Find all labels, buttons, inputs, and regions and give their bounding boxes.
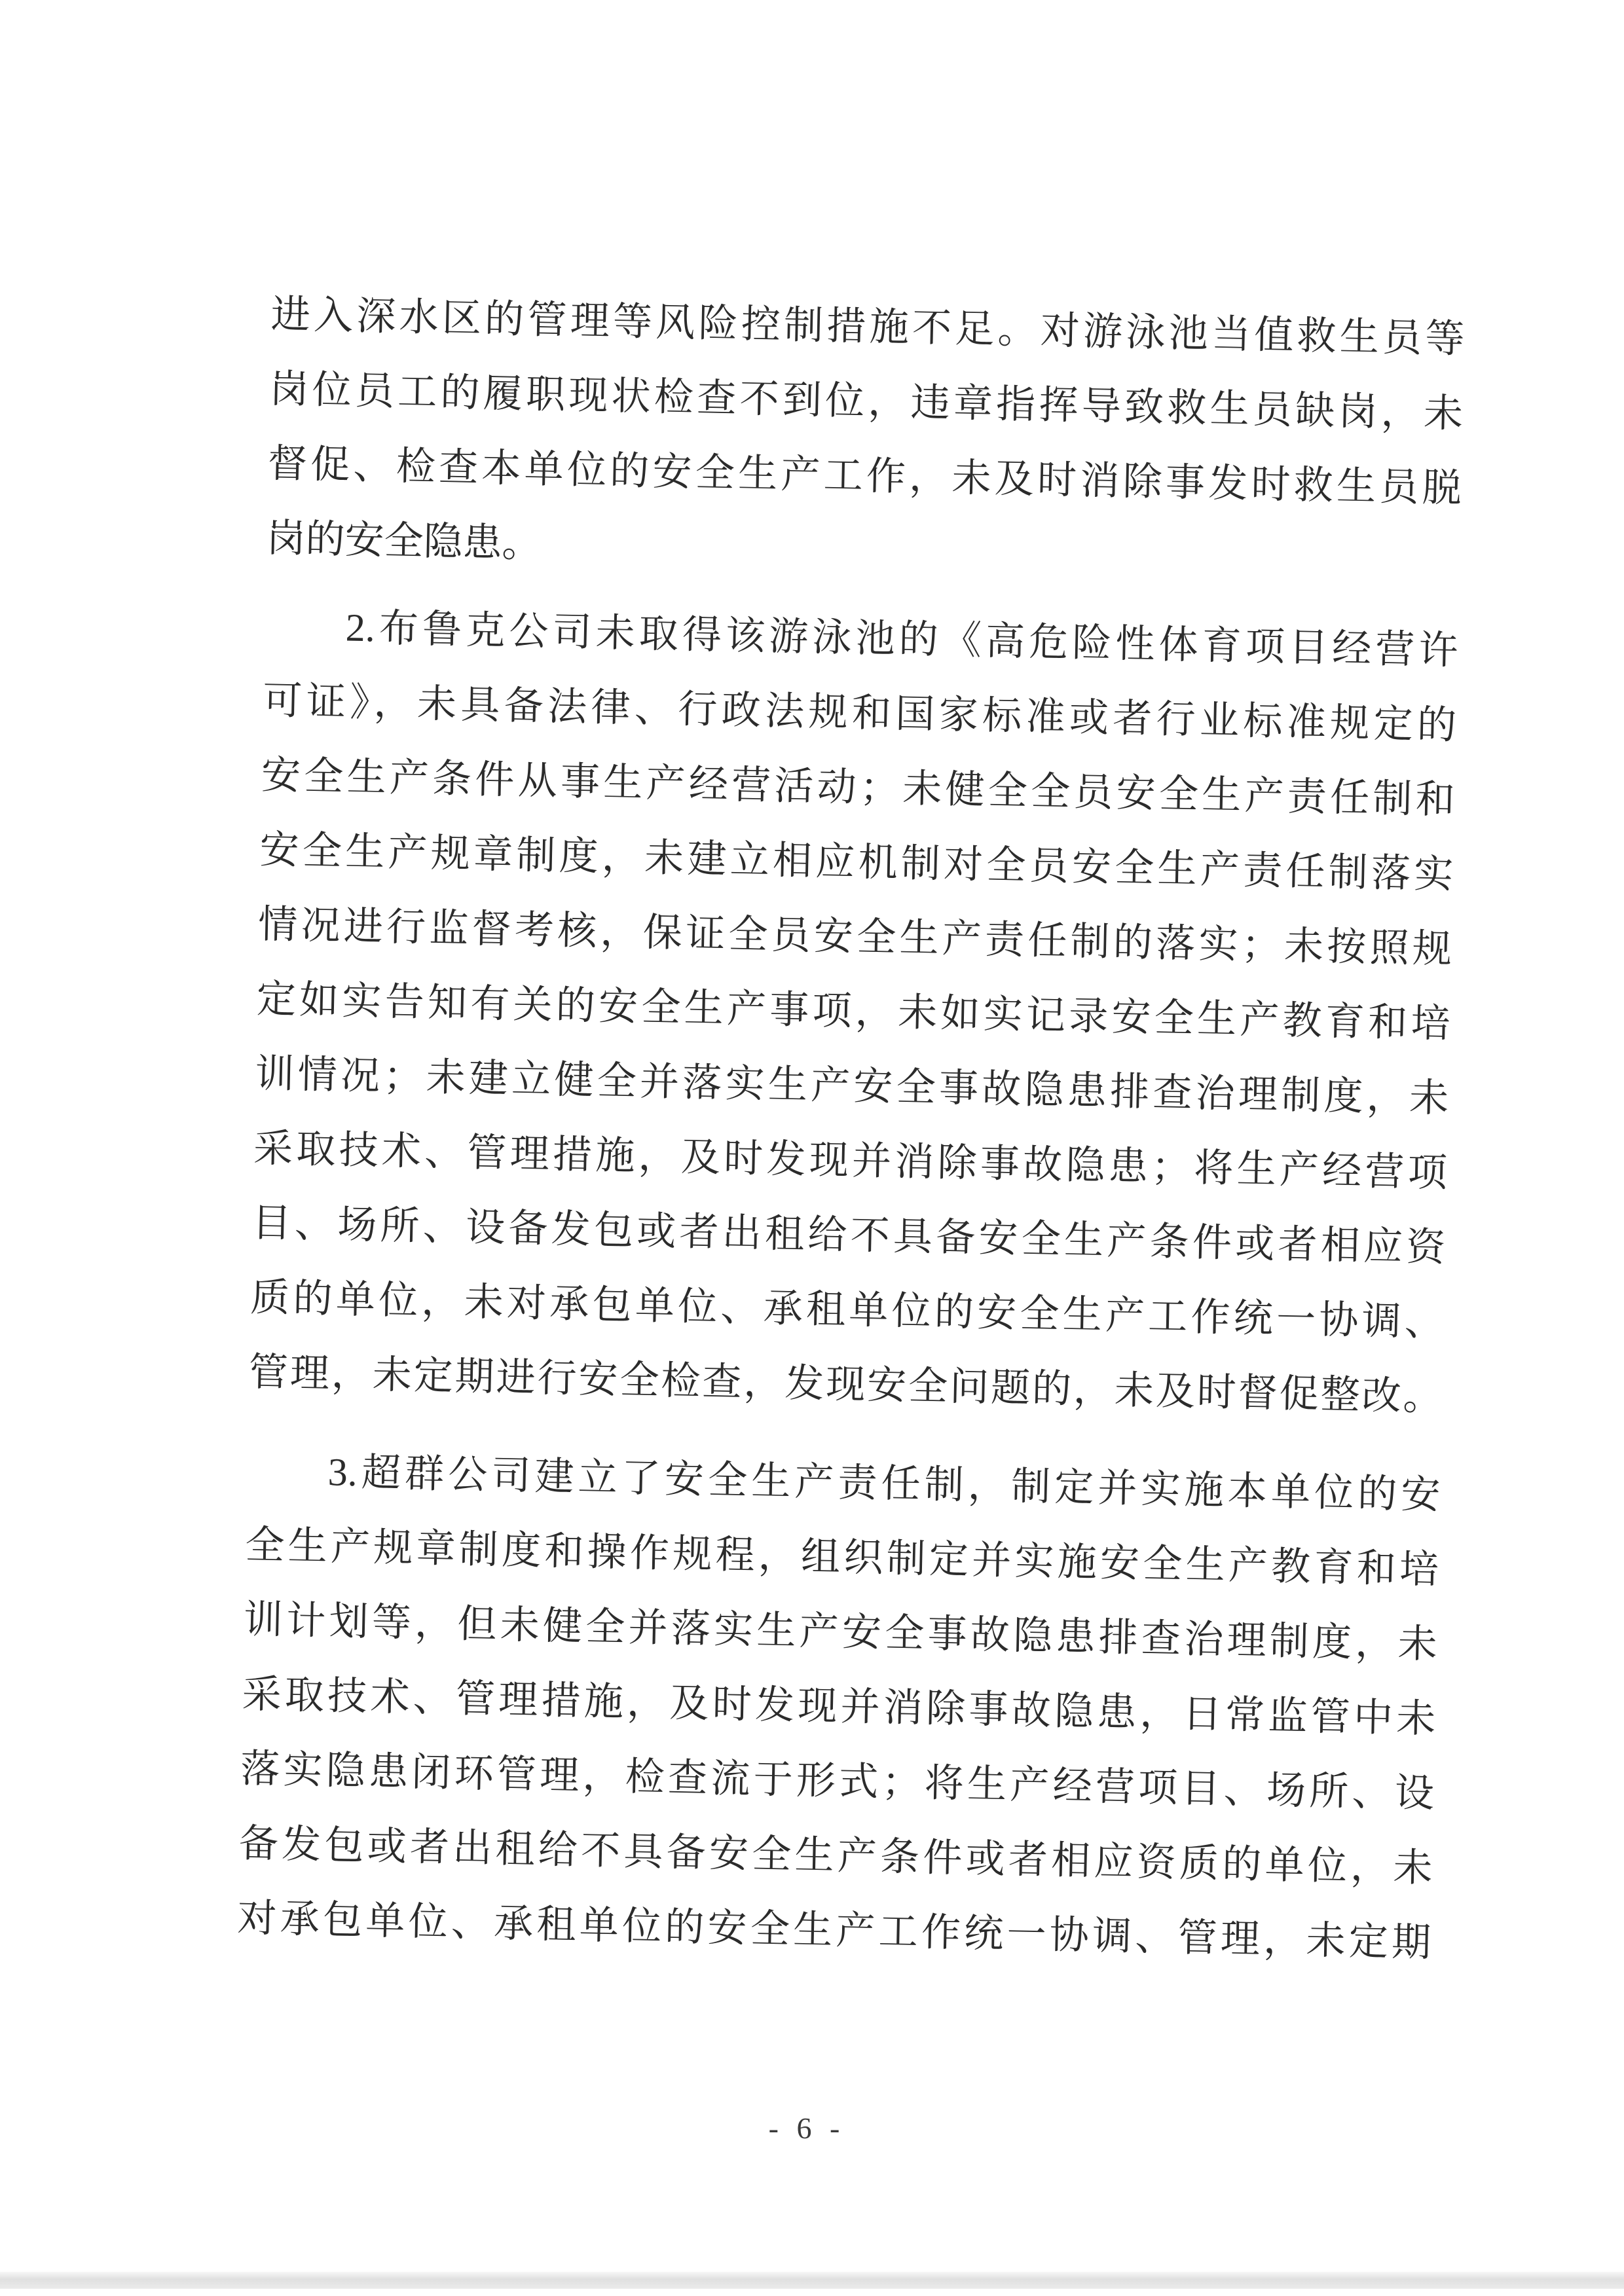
text-line: 训情况；未建立健全并落实生产安全事故隐患排查治理制度，未: [254, 1051, 1449, 1120]
text-line: 目、场所、设备发包或者出租给不具备安全生产条件或者相应资: [251, 1201, 1447, 1269]
document-text-block: [236, 277, 1465, 1980]
text-line: 3.超群公司建立了安全生产责任制，制定并实施本单位的安: [327, 1450, 1441, 1517]
text-line: 质的单位，未对承包单位、承租单位的安全生产工作统一协调、: [249, 1275, 1445, 1344]
text-line: 落实隐患闭环管理，检查流于形式；将生产经营项目、场所、设: [240, 1747, 1435, 1815]
text-line: 岗的安全隐患。: [265, 516, 542, 566]
text-line: 定如实告知有关的安全生产事项，未如实记录安全生产教育和培: [256, 977, 1451, 1046]
text-line: 督促、检查本单位的安全生产工作，未及时消除事发时救生员脱: [267, 441, 1462, 511]
text-line: 对承包单位、承租单位的安全生产工作统一协调、管理，未定期: [236, 1896, 1431, 1965]
page-number: - 6 -: [768, 2111, 845, 2145]
text-line: 管理，未定期进行安全检查，发现安全问题的，未及时督促整改。: [248, 1350, 1443, 1419]
paragraph-3: [236, 1433, 1441, 1980]
text-line: 训计划等，但未健全并落实生产安全事故隐患排查治理制度，未: [243, 1597, 1438, 1666]
text-line: 备发包或者出租给不具备安全生产条件或者相应资质的单位，未: [238, 1821, 1433, 1890]
text-line: 可证》，未具备法律、行政法规和国家标准或者行业标准规定的: [262, 678, 1457, 748]
text-line: 安全生产规章制度，未建立相应机制对全员安全生产责任制落实: [259, 828, 1454, 896]
text-line: 情况进行监督考核，保证全员安全生产责任制的落实；未按照规: [257, 902, 1452, 971]
text-line: 2.布鲁克公司未取得该游泳池的《高危险性体育项目经营许: [345, 606, 1459, 673]
scan-edge-artifact: [0, 2272, 1624, 2289]
text-line: 进入深水区的管理等风险控制措施不足。对游泳池当值救生员等: [270, 292, 1466, 361]
text-line: 采取技术、管理措施，及时发现并消除事故隐患，日常监管中未: [241, 1672, 1436, 1741]
paragraph-1: [265, 277, 1465, 600]
text-line: 岗位员工的履职现状检查不到位，违章指挥导致救生员缺岗，未: [268, 367, 1464, 436]
paragraph-2: [248, 589, 1459, 1434]
text-line: 全生产规章制度和操作规程，组织制定并实施安全生产教育和培: [244, 1523, 1439, 1592]
text-line: 采取技术、管理措施，及时发现并消除事故隐患；将生产经营项: [253, 1126, 1448, 1195]
text-line: 安全生产条件从事生产经营活动；未健全全员安全生产责任制和: [261, 753, 1456, 822]
